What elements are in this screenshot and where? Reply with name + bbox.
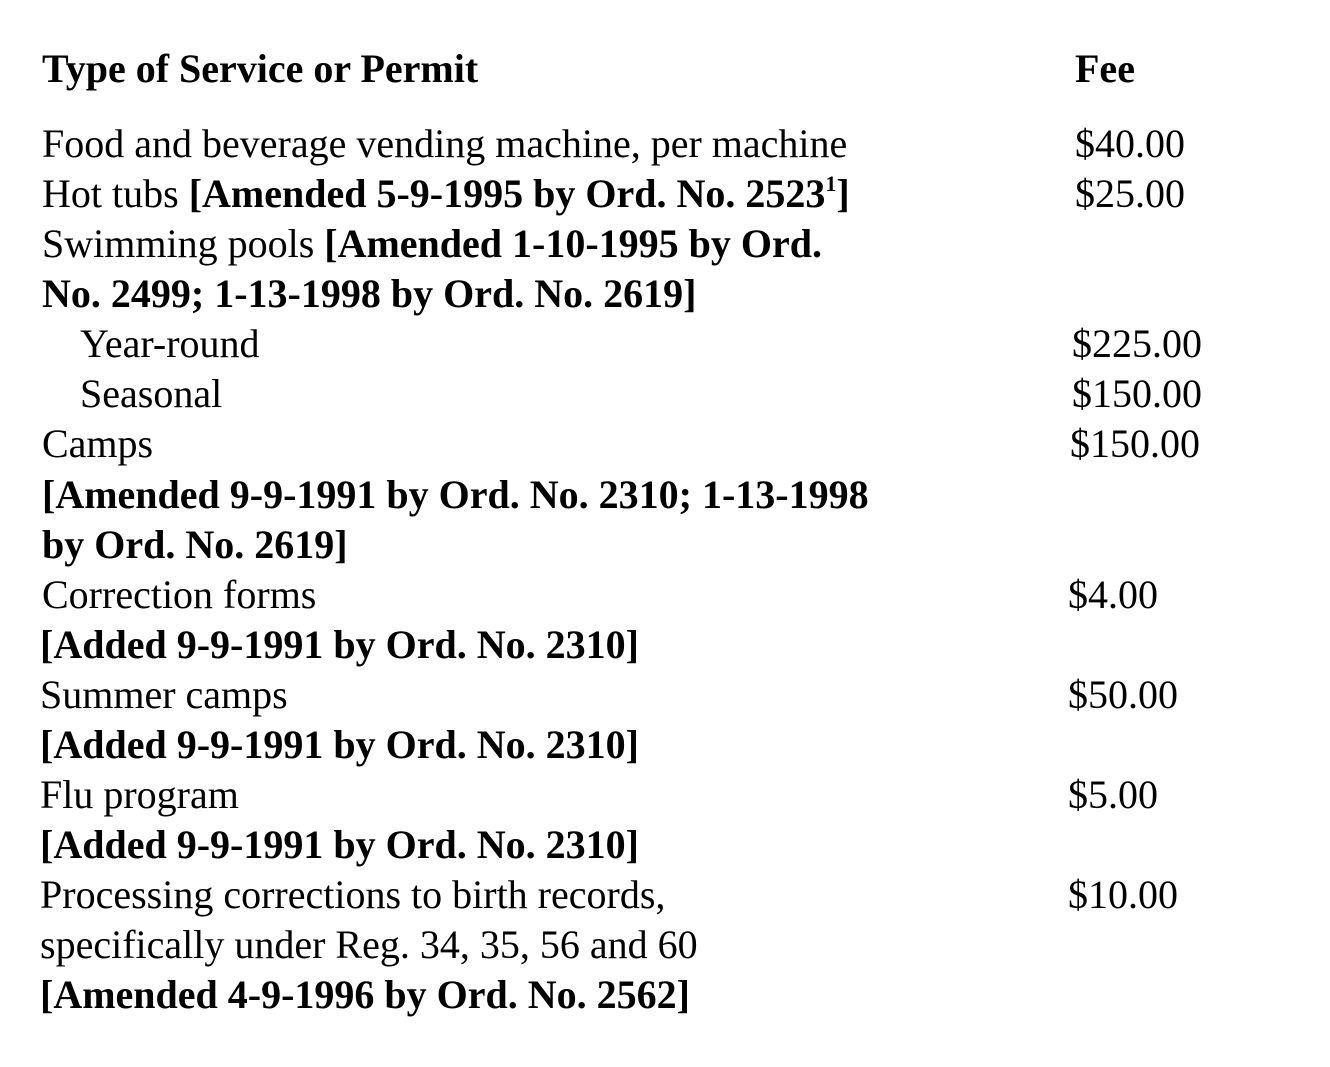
row-summer-camps-fee: $50.00 — [1068, 672, 1178, 717]
row-correction-forms-fee: $4.00 — [1068, 572, 1158, 617]
row-seasonal-label: Seasonal — [80, 371, 223, 416]
column-header-service: Type of Service or Permit — [42, 46, 479, 91]
row-correction-forms-label: Correction forms — [42, 572, 317, 617]
hot-tubs-footnote: 1 — [825, 171, 837, 196]
camps-amendment-line1: [Amended 9-9-1991 by Ord. No. 2310; 1-13-1998 — [42, 472, 869, 517]
pools-amendment-line2: No. 2499; 1-13-1998 by Ord. No. 2619] — [42, 271, 697, 316]
row-year-round-label: Year-round — [80, 321, 260, 366]
row-camps-fee: $150.00 — [1070, 421, 1200, 466]
row-summer-camps-label: Summer camps — [40, 672, 288, 717]
hot-tubs-amendment-close: ] — [836, 171, 850, 216]
camps-amendment-line2: by Ord. No. 2619] — [42, 522, 348, 567]
row-camps-label: Camps — [42, 421, 154, 466]
summer-camps-amendment: [Added 9-9-1991 by Ord. No. 2310] — [40, 722, 639, 767]
column-header-fee: Fee — [1075, 46, 1135, 91]
pools-name: Swimming pools — [42, 221, 325, 266]
birth-records-amendment: [Amended 4-9-1996 by Ord. No. 2562] — [40, 972, 690, 1017]
pools-amendment-line1: [Amended 1-10-1995 by Ord. — [324, 221, 823, 266]
row-year-round-fee: $225.00 — [1072, 321, 1202, 366]
row-hot-tubs-label — [42, 169, 850, 219]
flu-amendment: [Added 9-9-1991 by Ord. No. 2310] — [40, 822, 639, 867]
row-birth-records-fee: $10.00 — [1068, 872, 1178, 917]
row-seasonal-fee: $150.00 — [1072, 371, 1202, 416]
row-flu-fee: $5.00 — [1068, 772, 1158, 817]
row-flu-label: Flu program — [40, 772, 239, 817]
row-birth-records-label-line1: Processing corrections to birth records, — [40, 872, 666, 917]
hot-tubs-amendment: [Amended 5-9-1995 by Ord. No. 2523 — [188, 171, 826, 216]
hot-tubs-name: Hot tubs — [42, 171, 189, 216]
row-hot-tubs-fee: $25.00 — [1075, 171, 1185, 216]
row-vending-label: Food and beverage vending machine, per machine — [42, 121, 848, 166]
correction-forms-amendment: [Added 9-9-1991 by Ord. No. 2310] — [40, 622, 639, 667]
row-vending-fee: $40.00 — [1075, 121, 1185, 166]
row-birth-records-label-line2: specifically under Reg. 34, 35, 56 and 60 — [40, 922, 698, 967]
row-pools-label — [42, 219, 822, 269]
